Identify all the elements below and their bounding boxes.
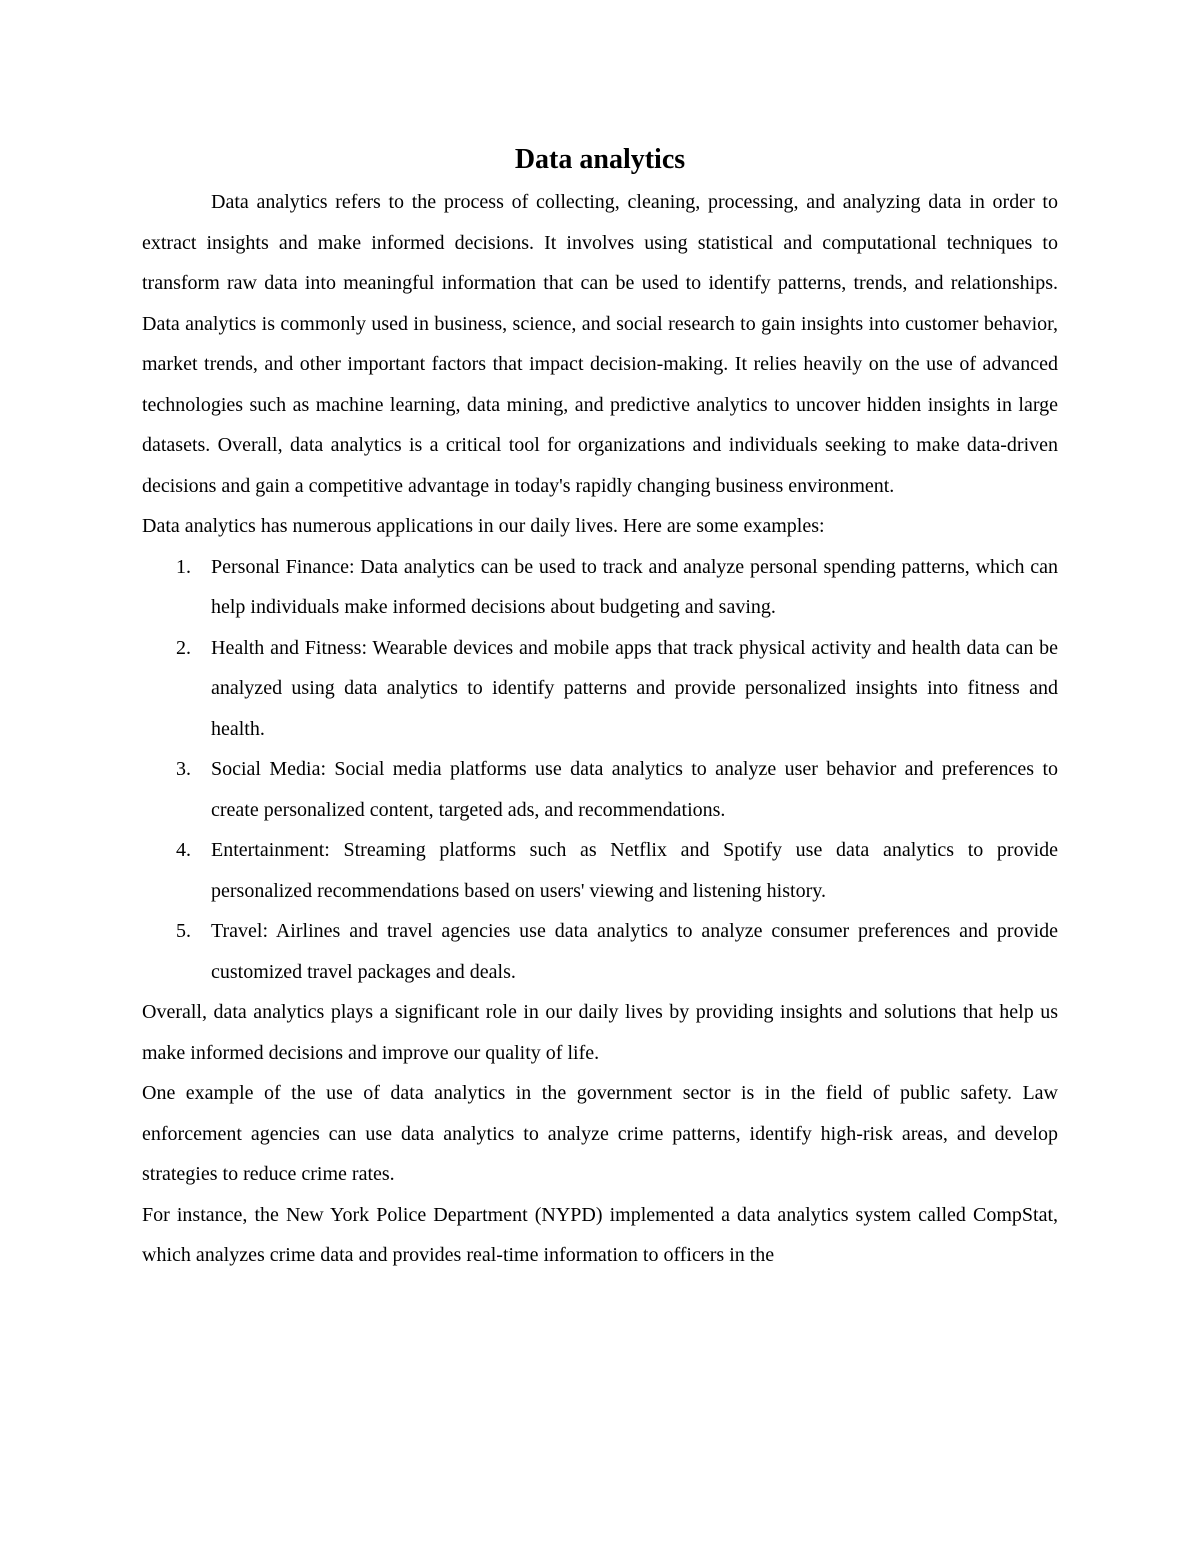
applications-intro: Data analytics has numerous applications in our daily lives. Here are some examples:	[142, 515, 825, 537]
document-body	[142, 138, 1058, 1276]
list-item-text: Entertainment: Streaming platforms such as Netflix and Spotify use data analytics to provide personalized recommendations based on users' viewing and listening history.	[211, 839, 1058, 902]
list-item	[142, 830, 1058, 911]
list-item-text: Travel: Airlines and travel agencies use data analytics to analyze consumer preferences and provide customized travel packages and deals.	[211, 920, 1058, 983]
list-item	[142, 547, 1058, 628]
list-item	[142, 749, 1058, 830]
intro-paragraph: Data analytics refers to the process of collecting, cleaning, processing, and analyzing data in order to extract insights and make informed decisions. It involves using statistical and computational techniques to transform raw data into meaningful information that can be used to identify patterns, trends, and relationships. Data analytics is commonly used in business, science, and social research to gain insights into customer behavior, market trends, and other important factors that impact decision-making. It relies heavily on the use of advanced technologies such as machine learning, data mining, and predictive analytics to uncover hidden insights in large datasets. Overall, data analytics is a critical tool for organizations and individuals seeking to make data-driven decisions and gain a competitive advantage in today's rapidly changing business environment.	[142, 191, 1058, 497]
list-item-text: Social Media: Social media platforms use data analytics to analyze user behavior and preferences to create personalized content, targeted ads, and recommendations.	[211, 758, 1058, 821]
list-item-text: Health and Fitness: Wearable devices and mobile apps that track physical activity and health data can be analyzed using data analytics to identify patterns and provide personalized insights into fitness and health.	[211, 636, 1058, 740]
list-item-number: 1.	[176, 555, 191, 578]
applications-list	[142, 547, 1058, 993]
list-item	[142, 628, 1058, 750]
overall-paragraph: Overall, data analytics plays a significant role in our daily lives by providing insights and solutions that help us make informed decisions and improve our quality of life.	[142, 1001, 1058, 1064]
list-item-text: Personal Finance: Data analytics can be used to track and analyze personal spending patterns, which can help individuals make informed decisions about budgeting and saving.	[211, 555, 1058, 618]
nypd-paragraph: For instance, the New York Police Department (NYPD) implemented a data analytics system called CompStat, which analyzes crime data and provides real-time information to officers in the	[142, 1203, 1058, 1266]
government-paragraph: One example of the use of data analytics in the government sector is in the field of public safety. Law enforcement agencies can use data analytics to analyze crime patterns, identify high-risk areas, and develop strategies to reduce crime rates.	[142, 1082, 1058, 1185]
list-item-number: 4.	[176, 839, 191, 861]
document-title: Data analytics	[514, 144, 686, 175]
list-item-number: 5.	[176, 920, 191, 942]
list-item-number: 3.	[176, 758, 191, 780]
list-item-number: 2.	[176, 636, 191, 659]
list-item	[142, 911, 1058, 992]
